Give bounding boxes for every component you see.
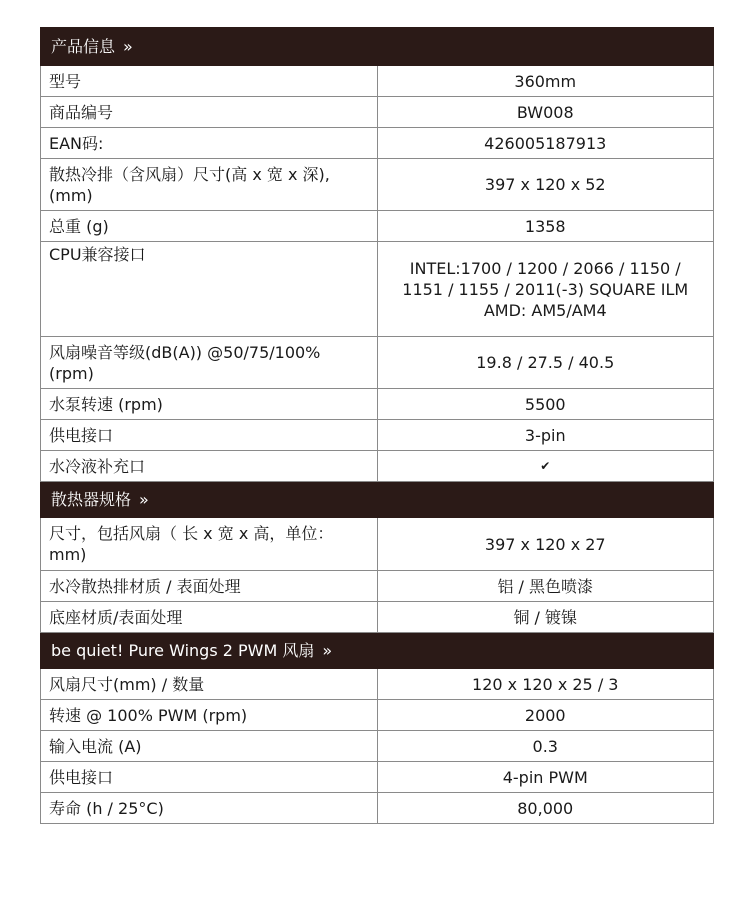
spec-value bbox=[377, 762, 714, 793]
spec-label: 总重 (g) bbox=[41, 211, 378, 242]
spec-value bbox=[377, 518, 714, 571]
spec-value bbox=[377, 700, 714, 731]
spec-label: 水泵转速 (rpm) bbox=[41, 389, 378, 420]
section-title: 散热器规格 bbox=[51, 490, 132, 509]
spec-label: 商品编号 bbox=[41, 97, 378, 128]
table-row bbox=[41, 602, 714, 633]
table-row bbox=[41, 337, 714, 389]
spec-value bbox=[377, 793, 714, 824]
table-row bbox=[41, 128, 714, 159]
spec-value bbox=[377, 97, 714, 128]
table-row bbox=[41, 389, 714, 420]
spec-label: 风扇噪音等级(dB(A)) @50/75/100% (rpm) bbox=[41, 337, 378, 389]
spec-value bbox=[377, 389, 714, 420]
spec-label: 水冷液补充口 bbox=[41, 451, 378, 482]
section-arrow-icon: » bbox=[123, 37, 133, 56]
spec-value-line: 1358 bbox=[524, 216, 566, 236]
section-header bbox=[41, 482, 714, 518]
spec-value bbox=[377, 128, 714, 159]
spec-label: 型号 bbox=[41, 66, 378, 97]
table-row bbox=[41, 518, 714, 571]
spec-value-line: BW008 bbox=[516, 102, 574, 122]
spec-value bbox=[377, 242, 714, 337]
spec-label: 供电接口 bbox=[41, 762, 378, 793]
spec-label: 风扇尺寸(mm) / 数量 bbox=[41, 669, 378, 700]
spec-label: 散热冷排（含风扇）尺寸(高 x 宽 x 深),(mm) bbox=[41, 159, 378, 211]
table-row bbox=[41, 669, 714, 700]
spec-label: 供电接口 bbox=[41, 420, 378, 451]
spec-label: CPU兼容接口 bbox=[41, 242, 378, 337]
spec-label: 转速 @ 100% PWM (rpm) bbox=[41, 700, 378, 731]
spec-value-line: AMD: AM5/AM4 bbox=[483, 300, 607, 320]
spec-value bbox=[377, 731, 714, 762]
spec-value bbox=[377, 669, 714, 700]
spec-value-line: 1151 / 1155 / 2011(-3) SQUARE ILM bbox=[402, 279, 689, 299]
spec-label: 尺寸，包括风扇（ 长 x 宽 x 高，单位：mm) bbox=[41, 518, 378, 571]
spec-value bbox=[377, 211, 714, 242]
spec-value bbox=[377, 451, 714, 482]
spec-value bbox=[377, 602, 714, 633]
spec-value-line: 426005187913 bbox=[484, 133, 607, 153]
spec-value bbox=[377, 337, 714, 389]
check-icon: ✔ bbox=[540, 458, 551, 473]
spec-label: EAN码: bbox=[41, 128, 378, 159]
section-header bbox=[41, 633, 714, 669]
section-title: 产品信息 bbox=[51, 37, 116, 56]
spec-label: 底座材质/表面处理 bbox=[41, 602, 378, 633]
table-row bbox=[41, 211, 714, 242]
spec-table bbox=[40, 27, 714, 824]
spec-value-line: 铝 / 黑色喷漆 bbox=[497, 576, 594, 596]
spec-value-line: 19.8 / 27.5 / 40.5 bbox=[476, 353, 615, 372]
spec-value-line: 0.3 bbox=[532, 736, 558, 756]
table-row bbox=[41, 571, 714, 602]
spec-value bbox=[377, 159, 714, 211]
spec-value-line: 360mm bbox=[514, 71, 577, 91]
spec-value-line: 397 x 120 x 52 bbox=[484, 175, 606, 194]
spec-value-line: 铜 / 镀镍 bbox=[513, 607, 578, 627]
spec-value-line: 120 x 120 x 25 / 3 bbox=[472, 674, 619, 694]
section-arrow-icon: » bbox=[322, 641, 333, 660]
section-title: be quiet! Pure Wings 2 PWM 风扇 bbox=[51, 641, 315, 660]
section-header bbox=[41, 28, 714, 66]
table-row bbox=[41, 731, 714, 762]
table-row bbox=[41, 762, 714, 793]
table-row bbox=[41, 242, 714, 337]
spec-value-line: 2000 bbox=[524, 705, 566, 725]
spec-value-line: 5500 bbox=[524, 394, 566, 414]
spec-value-line: 397 x 120 x 27 bbox=[484, 534, 606, 554]
spec-value bbox=[377, 66, 714, 97]
table-row bbox=[41, 159, 714, 211]
table-row bbox=[41, 66, 714, 97]
spec-value-line: INTEL:1700 / 1200 / 2066 / 1150 / bbox=[409, 258, 681, 278]
table-row bbox=[41, 451, 714, 482]
table-row bbox=[41, 700, 714, 731]
spec-value bbox=[377, 420, 714, 451]
spec-label: 输入电流 (A) bbox=[41, 731, 378, 762]
spec-label: 水冷散热排材质 / 表面处理 bbox=[41, 571, 378, 602]
section-arrow-icon: » bbox=[139, 490, 149, 509]
spec-value-line: 4-pin PWM bbox=[502, 767, 588, 787]
spec-value bbox=[377, 571, 714, 602]
table-row bbox=[41, 97, 714, 128]
table-row bbox=[41, 420, 714, 451]
table-row bbox=[41, 793, 714, 824]
spec-value-line: 80,000 bbox=[517, 798, 574, 818]
spec-value-line: 3-pin bbox=[524, 425, 566, 445]
spec-label: 寿命 (h / 25°C) bbox=[41, 793, 378, 824]
